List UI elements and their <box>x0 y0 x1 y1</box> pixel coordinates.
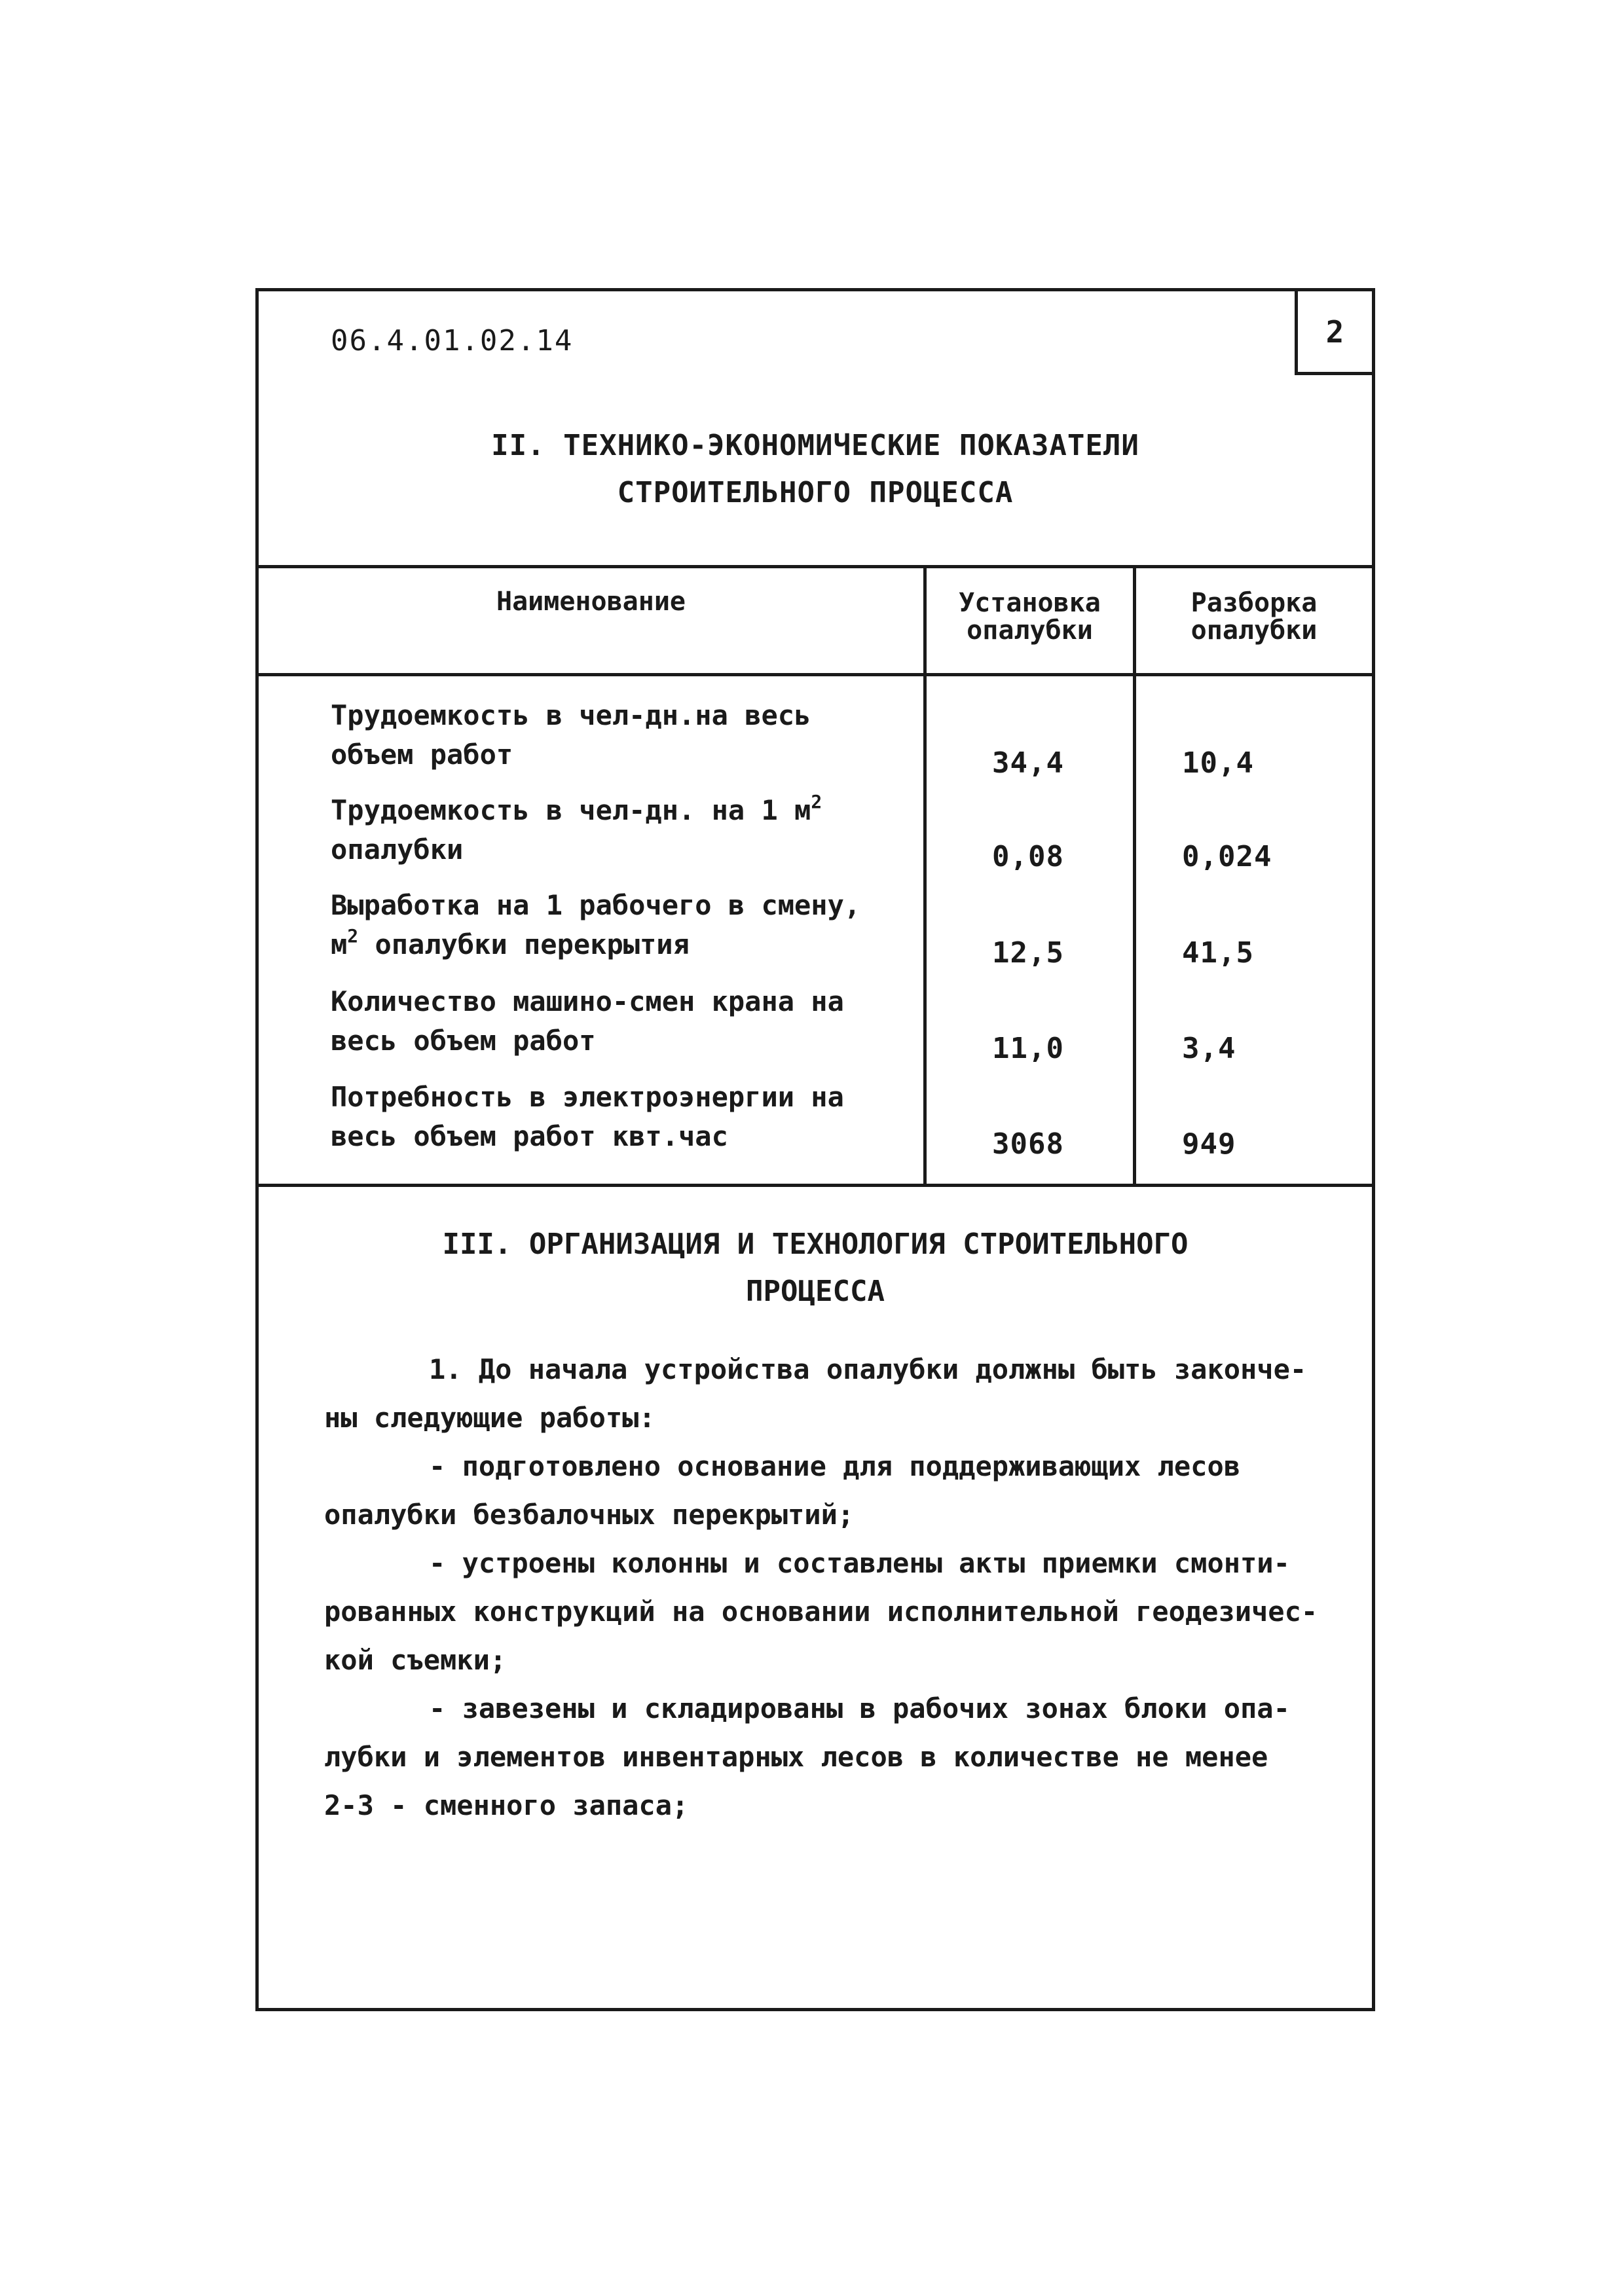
section3-title-line1: III. ОРГАНИЗАЦИЯ И ТЕХНОЛОГИЯ СТРОИТЕЛЬНОГО <box>442 1228 1189 1261</box>
column-header-install: Установка опалубки <box>959 588 1101 646</box>
table-row-label: Потребность в электроэнергии на весь объем работ квт.час <box>331 1081 844 1152</box>
table-cell-dismantle: 949 <box>1182 1127 1236 1161</box>
page-number-box <box>1295 291 1372 375</box>
table-divider-2 <box>1133 568 1136 1184</box>
page-number: 2 <box>1325 314 1344 350</box>
section2-title-line1: II. ТЕХНИКО-ЭКОНОМИЧЕСКИЕ ПОКАЗАТЕЛИ <box>491 429 1139 462</box>
table-cell-dismantle: 3,4 <box>1182 1032 1236 1065</box>
column-header-dismantle: Разборка опалубки <box>1190 588 1318 646</box>
table-row-label: Количество машино-смен крана на весь объем работ <box>331 985 844 1057</box>
table-cell-install: 3068 <box>992 1127 1064 1161</box>
section2-title <box>259 422 1372 517</box>
document-frame <box>255 288 1375 2011</box>
table-cell-install: 11,0 <box>992 1032 1064 1065</box>
indicators-table <box>259 565 1372 1187</box>
section2-title-line2: СТРОИТЕЛЬНОГО ПРОЦЕССА <box>617 476 1014 509</box>
table-row-label: Трудоемкость в чел-дн.на весь объем работ <box>331 699 811 771</box>
table-header-divider <box>259 673 1372 676</box>
section3-title-line2: ПРОЦЕССА <box>746 1275 885 1308</box>
table-cell-dismantle: 10,4 <box>1182 746 1254 780</box>
section3-title <box>259 1221 1372 1315</box>
table-cell-dismantle: 41,5 <box>1182 936 1254 970</box>
table-row-label: Выработка на 1 рабочего в смену, $м^2$ опалубки перекрытия <box>331 889 861 960</box>
column-header-name: Наименование <box>496 587 686 617</box>
table-cell-install: 0,08 <box>992 840 1064 873</box>
document-code: 06.4.01.02.14 <box>331 324 574 357</box>
table-cell-install: 34,4 <box>992 746 1064 780</box>
table-cell-dismantle: 0,024 <box>1182 840 1272 873</box>
table-row-label: Трудоемкость в чел-дн. на 1 $м^2$ опалубки <box>331 791 822 866</box>
table-cell-install: 12,5 <box>992 936 1064 970</box>
table-divider-1 <box>923 568 927 1184</box>
body-text: 1. До начала устройства опалубки должны быть закончe- ны следующие работы: - подготовлено основание для поддерживающих лесов опалубки безбалочных перекрытий; - устроены колонны и составлены акты приемки смонти- рованных конструкций на основании исполнительной геодезичес- кой съемки; - завезены и складированы в рабочих зонах блоки опа- лубки и элементов инвентарных лесов в количестве не менее 2-3 - сменного запаса; <box>324 1353 1318 1821</box>
